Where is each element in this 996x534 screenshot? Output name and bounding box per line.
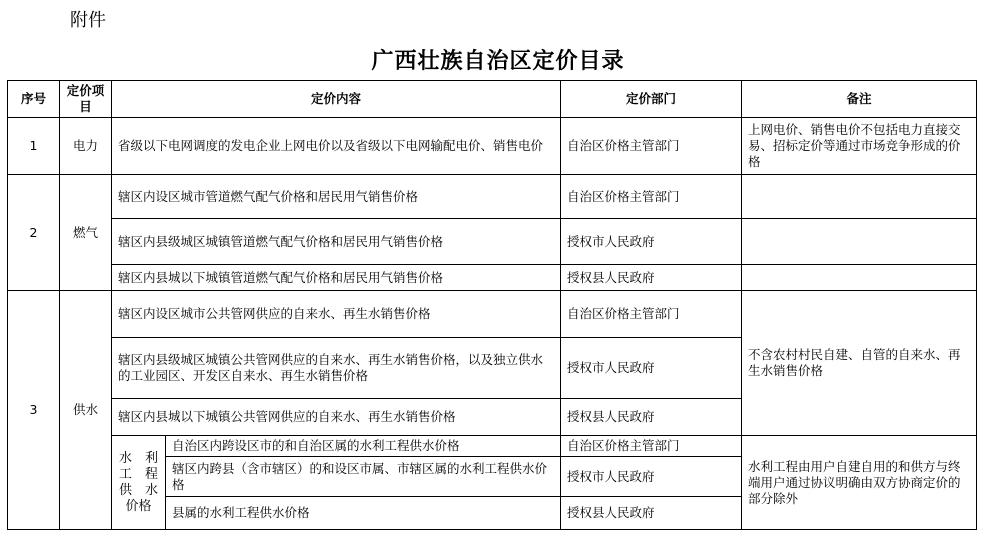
water-project-label	[112, 436, 166, 530]
row-department: 自治区价格主管部门	[561, 436, 742, 457]
row-department: 自治区价格主管部门	[561, 175, 742, 219]
row-department: 授权县人民政府	[561, 265, 742, 291]
row-remark: 水利工程由用户自建自用的和供方与终端用户通过协议明确由双方协商定价的部分除外	[742, 436, 977, 530]
table-row	[8, 436, 977, 457]
row-content: 辖区内设区城市公共管网供应的自来水、再生水销售价格	[112, 291, 561, 338]
header-row	[8, 81, 977, 118]
row-department: 授权县人民政府	[561, 399, 742, 436]
row-department: 授权市人民政府	[561, 457, 742, 497]
water-project-label-line: 工 程	[118, 466, 158, 482]
page-title: 广西壮族自治区定价目录	[371, 49, 625, 74]
col-header-item: 定价项目	[60, 81, 112, 118]
row-remark	[742, 175, 977, 219]
row-remark: 上网电价、销售电价不包括电力直接交易、招标定价等通过市场竞争形成的价格	[742, 118, 977, 175]
col-header-no: 序号	[8, 81, 60, 118]
pricing-catalog-table	[7, 80, 977, 530]
row-content: 自治区内跨设区市的和自治区属的水利工程供水价格	[166, 436, 561, 457]
row-department: 自治区价格主管部门	[561, 291, 742, 338]
col-header-department: 定价部门	[561, 81, 742, 118]
row-content: 辖区内县城以下城镇公共管网供应的自来水、再生水销售价格	[112, 399, 561, 436]
row-remark	[742, 265, 977, 291]
row-content: 辖区内县级城区城镇公共管网供应的自来水、再生水销售价格，以及独立供水的工业园区、开发区自来水、再生水销售价格	[112, 338, 561, 399]
row-content: 辖区内跨县（含市辖区）的和设区市属、市辖区属的水利工程供水价格	[166, 457, 561, 497]
water-project-label-line: 供 水	[118, 482, 158, 498]
row-no: 1	[8, 118, 60, 175]
row-item: 电力	[60, 118, 112, 175]
row-department: 授权市人民政府	[561, 338, 742, 399]
row-remark	[742, 219, 977, 265]
water-project-label-line: 价格	[125, 498, 152, 514]
row-item: 燃气	[60, 175, 112, 291]
row-item: 供水	[60, 291, 112, 530]
row-content: 辖区内设区城市管道燃气配气价格和居民用气销售价格	[112, 175, 561, 219]
row-department: 自治区价格主管部门	[561, 118, 742, 175]
table-row	[8, 175, 977, 219]
table-row	[8, 118, 977, 175]
table-row	[8, 291, 977, 338]
attachment-label: 附件	[70, 10, 106, 31]
col-header-content: 定价内容	[112, 81, 561, 118]
water-project-label-line: 水 利	[118, 450, 158, 466]
row-content: 辖区内县城以下城镇管道燃气配气价格和居民用气销售价格	[112, 265, 561, 291]
row-department: 授权县人民政府	[561, 497, 742, 530]
col-header-remark: 备注	[742, 81, 977, 118]
table-row	[8, 265, 977, 291]
row-content: 辖区内县级城区城镇管道燃气配气价格和居民用气销售价格	[112, 219, 561, 265]
table-row	[8, 219, 977, 265]
row-content: 省级以下电网调度的发电企业上网电价以及省级以下电网输配电价、销售电价	[112, 118, 561, 175]
row-no: 2	[8, 175, 60, 291]
row-remark: 不含农村村民自建、自管的自来水、再生水销售价格	[742, 291, 977, 436]
row-content: 县属的水利工程供水价格	[166, 497, 561, 530]
row-department: 授权市人民政府	[561, 219, 742, 265]
row-no: 3	[8, 291, 60, 530]
